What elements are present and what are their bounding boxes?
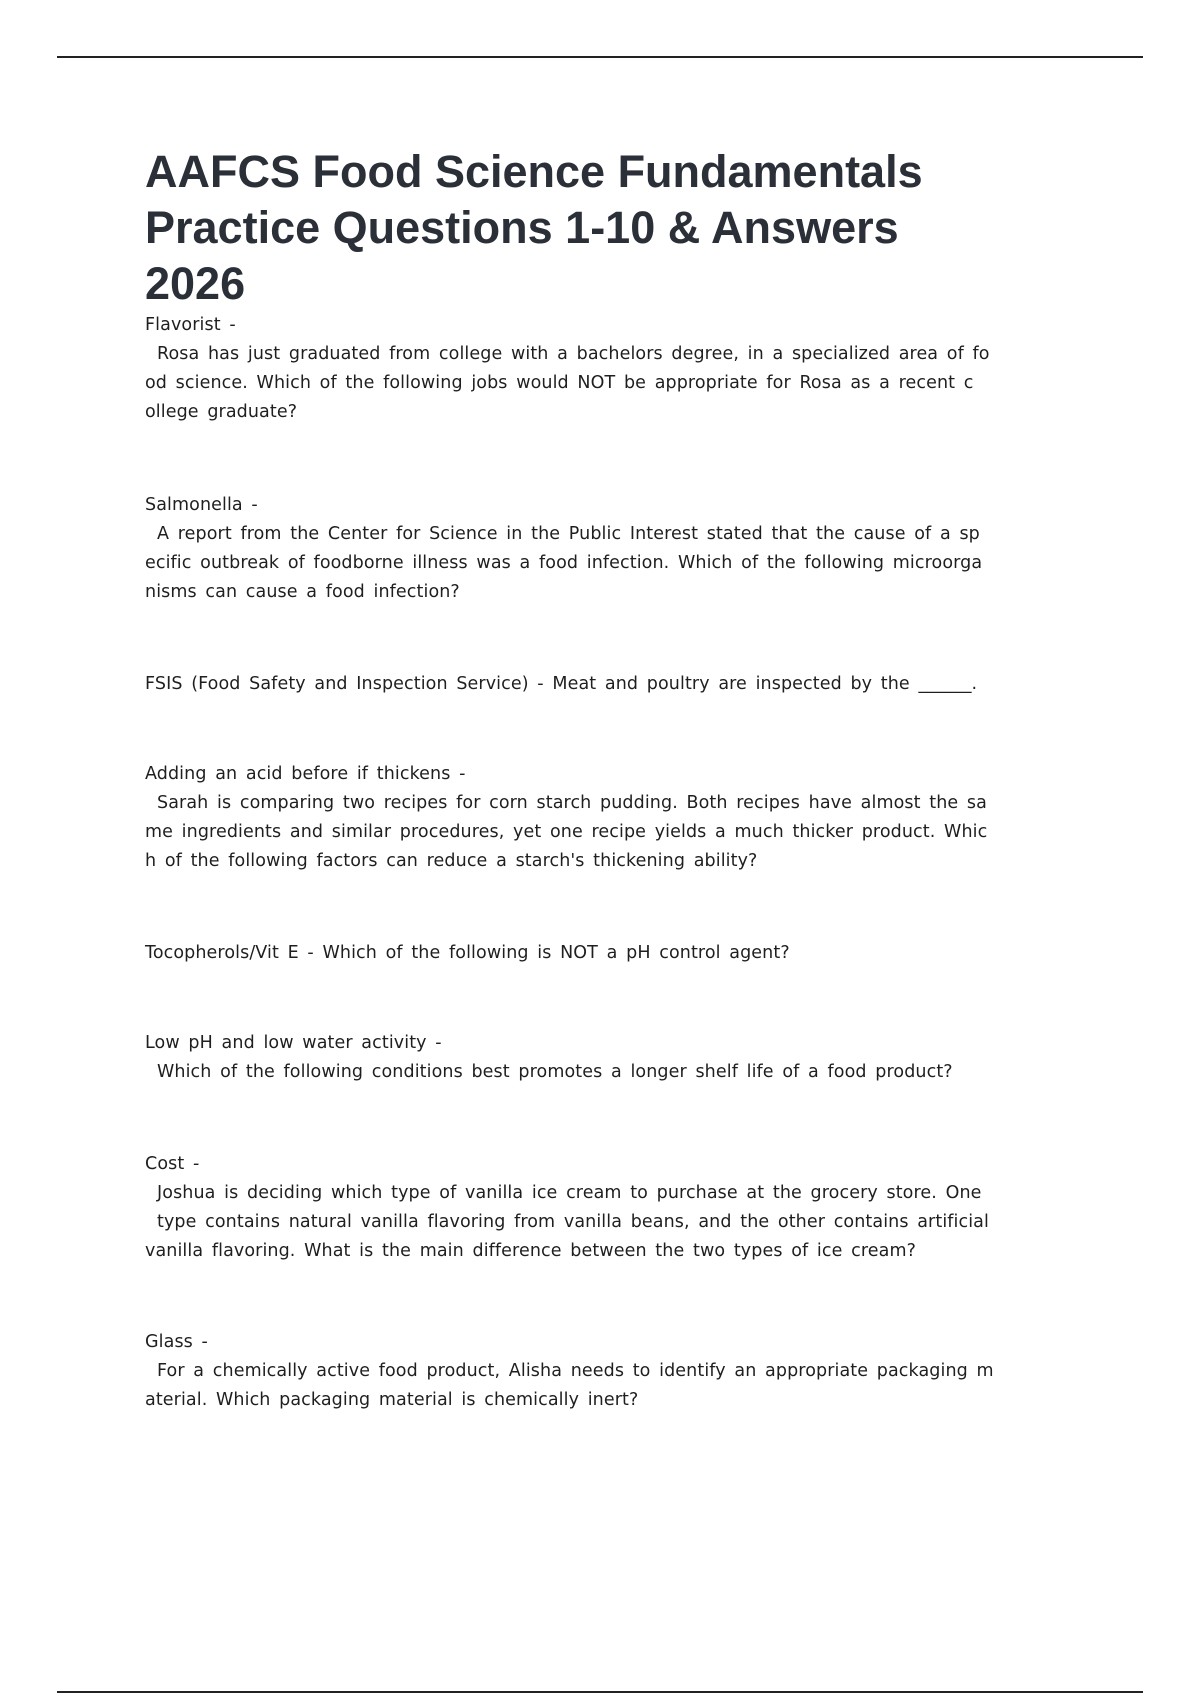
qa-item-7 bbox=[145, 1150, 1050, 1266]
answer-text: FSIS (Food Safety and Inspection Service) - Meat and poultry are inspected by the ______. bbox=[145, 674, 978, 694]
qa-item-2 bbox=[145, 491, 1050, 607]
answer-text: Glass - bbox=[145, 1332, 208, 1352]
qa-item-8 bbox=[145, 1328, 1050, 1415]
question-line: Which of the following conditions best promotes a longer shelf life of a food product? bbox=[157, 1062, 953, 1082]
question-line: od science. Which of the following jobs would NOT be appropriate for Rosa as a recent c bbox=[145, 373, 974, 393]
answer-text: Adding an acid before if thickens - bbox=[145, 764, 466, 784]
question-line: Sarah is comparing two recipes for corn starch pudding. Both recipes have almost the sa bbox=[157, 793, 987, 813]
answer-text: Salmonella - bbox=[145, 495, 258, 515]
question-line: Rosa has just graduated from college with a bachelors degree, in a specialized area of fo bbox=[157, 344, 990, 364]
bottom-divider bbox=[57, 1691, 1143, 1693]
question-line: vanilla flavoring. What is the main difference between the two types of ice cream? bbox=[145, 1241, 917, 1261]
question-line: h of the following factors can reduce a starch's thickening ability? bbox=[145, 851, 758, 871]
title-line: AAFCS Food Science Fundamentals bbox=[145, 146, 923, 197]
qa-item-4 bbox=[145, 760, 1050, 876]
question-line: Joshua is deciding which type of vanilla ice cream to purchase at the grocery store. One bbox=[157, 1183, 982, 1203]
qa-item-5 bbox=[145, 939, 1050, 968]
top-divider bbox=[57, 56, 1143, 58]
question-line: For a chemically active food product, Alisha needs to identify an appropriate packaging m bbox=[157, 1361, 994, 1381]
answer-text: Low pH and low water activity - bbox=[145, 1033, 442, 1053]
question-line: aterial. Which packaging material is chemically inert? bbox=[145, 1390, 639, 1410]
qa-item-6 bbox=[145, 1029, 1050, 1087]
qa-item-3 bbox=[145, 670, 1050, 699]
question-line: ecific outbreak of foodborne illness was a food infection. Which of the following microorga bbox=[145, 553, 983, 573]
answer-text: Cost - bbox=[145, 1154, 200, 1174]
question-line: ollege graduate? bbox=[145, 402, 298, 422]
document-title bbox=[145, 144, 1085, 312]
question-line: nisms can cause a food infection? bbox=[145, 582, 460, 602]
answer-text: Tocopherols/Vit E - Which of the following is NOT a pH control agent? bbox=[145, 943, 790, 963]
question-line: type contains natural vanilla flavoring from vanilla beans, and the other contains artificial bbox=[157, 1212, 989, 1232]
question-line: me ingredients and similar procedures, yet one recipe yields a much thicker product. Whic bbox=[145, 822, 988, 842]
title-line: 2026 bbox=[145, 258, 246, 309]
title-line: Practice Questions 1-10 & Answers bbox=[145, 202, 899, 253]
answer-text: Flavorist - bbox=[145, 315, 236, 335]
question-line: A report from the Center for Science in the Public Interest stated that the cause of a sp bbox=[157, 524, 980, 544]
qa-item-1 bbox=[145, 311, 1050, 427]
